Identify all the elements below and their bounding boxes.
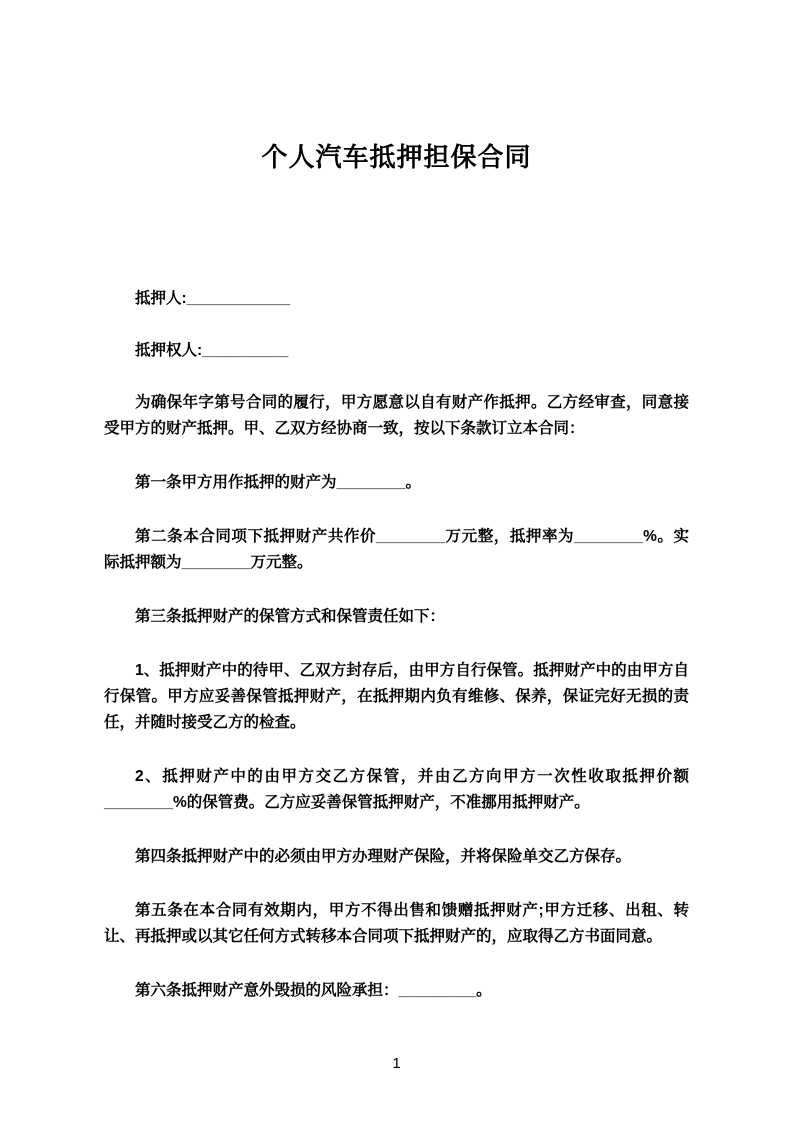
clause-3-item-2-paragraph: 2、抵押财产中的由甲方交乙方保管，并由乙方向甲方一次性收取抵押价额________%的保管费。乙方应妥善保管抵押财产，不准挪用抵押财产。 — [104, 768, 689, 811]
mortgagor-field: 抵押人:____________ — [135, 290, 291, 307]
clause-3-item-1-paragraph: 1、抵押财产中的待甲、乙双方封存后，由甲方自行保管。抵押财产中的由甲方自行保管。甲方应妥善保管抵押财产，在抵押期内负有维修、保养，保证完好无损的责任，并随时接受乙方的检查。 — [104, 662, 689, 731]
clause-4-paragraph: 第四条抵押财产中的必须由甲方办理财产保险，并将保险单交乙方保存。 — [135, 848, 632, 865]
clause-5-paragraph: 第五条在本合同有效期内，甲方不得出售和馈赠抵押财产;甲方迁移、出租、转让、再抵押或以其它任何方式转移本合同项下抵押财产的，应取得乙方书面同意。 — [104, 902, 689, 945]
document-title: 个人汽车抵押担保合同 — [261, 142, 532, 172]
preamble-paragraph: 为确保年字第号合同的履行，甲方愿意以自有财产作抵押。乙方经审查，同意接受甲方的财产抵押。甲、乙双方经协商一致，按以下条款订立本合同： — [104, 394, 689, 437]
clause-6-paragraph: 第六条抵押财产意外毁损的风险承担：_________。 — [135, 982, 492, 999]
clause-1-paragraph: 第一条甲方用作抵押的财产为________。 — [135, 474, 421, 491]
clause-2-paragraph: 第二条本合同项下抵押财产共作价________万元整，抵押率为________%。实际抵押额为________万元整。 — [104, 528, 689, 571]
page-number: 1 — [392, 1055, 401, 1072]
clause-3-paragraph: 第三条抵押财产的保管方式和保管责任如下： — [135, 608, 446, 625]
mortgagee-field: 抵押权人:__________ — [135, 342, 289, 359]
